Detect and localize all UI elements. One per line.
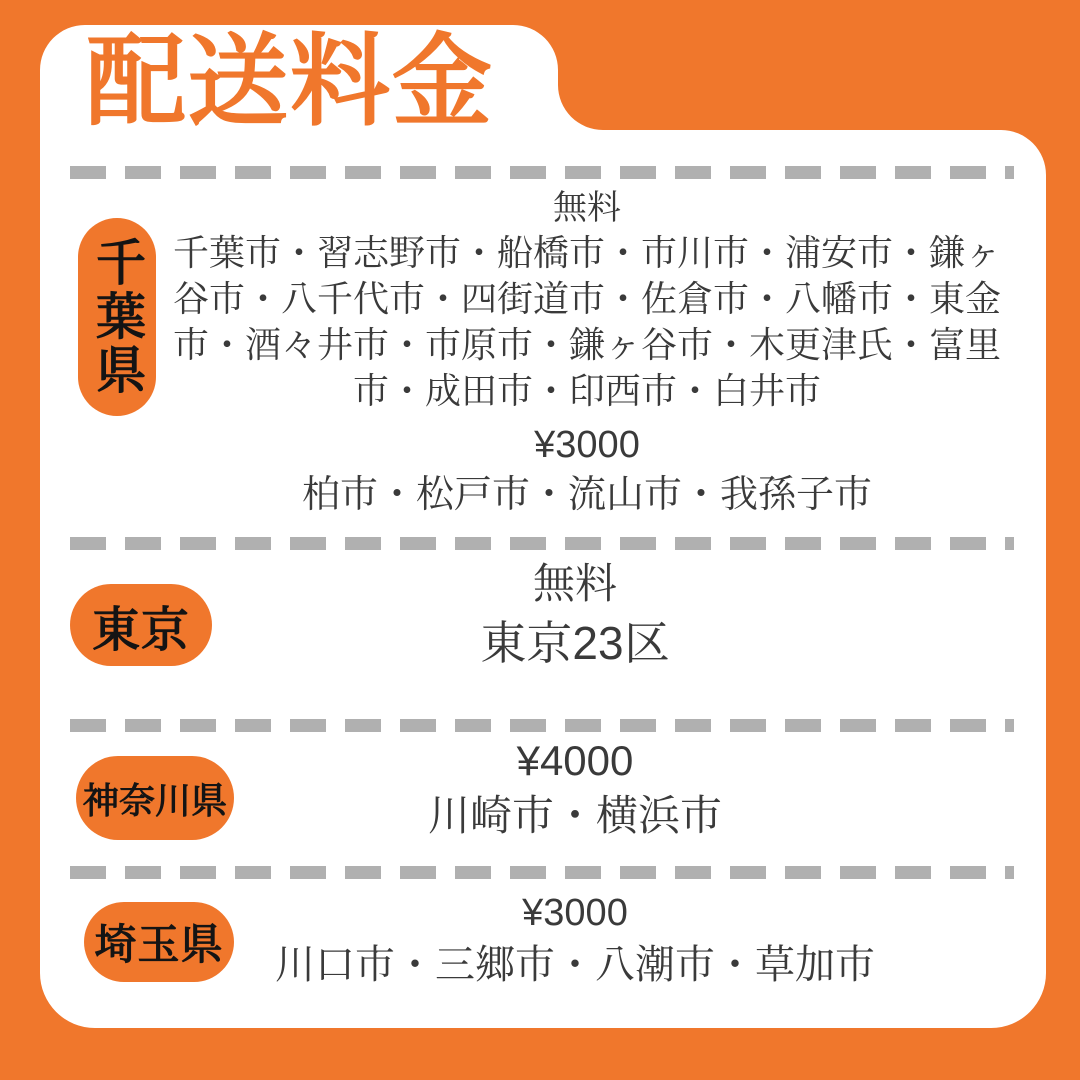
region-badge-kanagawa: 神奈川県 [76,756,234,840]
dashed-divider [70,166,1014,179]
dashed-divider [70,866,1014,879]
areas-list: 東京23区 [480,617,670,669]
areas-list: 千葉市・習志野市・船橋市・市川市・浦安市・鎌ヶ谷市・八千代市・四街道市・佐倉市・八幡市・東金市・酒々井市・市原市・鎌ヶ谷市・木更津氏・富里市・成田市・印西市・白井市 [172,232,1001,411]
dashed-divider [70,537,1014,550]
region-badge-saitama: 埼玉県 [84,902,234,982]
region-badge-tokyo: 東京 [70,584,212,666]
price-label: ¥3000 [534,424,640,466]
price-label: ¥4000 [516,737,634,784]
price-label: 無料 [553,189,621,227]
areas-list: 川口市・三郷市・八潮市・草加市 [275,943,875,987]
price-label: 無料 [532,560,617,607]
page-title: 配送料金 [86,26,494,138]
section-content-saitama [165,888,985,992]
section-content-kanagawa [165,734,985,844]
areas-list: 川崎市・横浜市 [427,792,722,839]
section-content-chiba [156,186,1018,520]
areas-list: 柏市・松戸市・流山市・我孫子市 [301,474,872,516]
price-label: ¥3000 [522,892,628,934]
region-badge-chiba: 千葉県 [78,218,156,416]
dashed-divider [70,719,1014,732]
section-content-tokyo [165,556,985,674]
